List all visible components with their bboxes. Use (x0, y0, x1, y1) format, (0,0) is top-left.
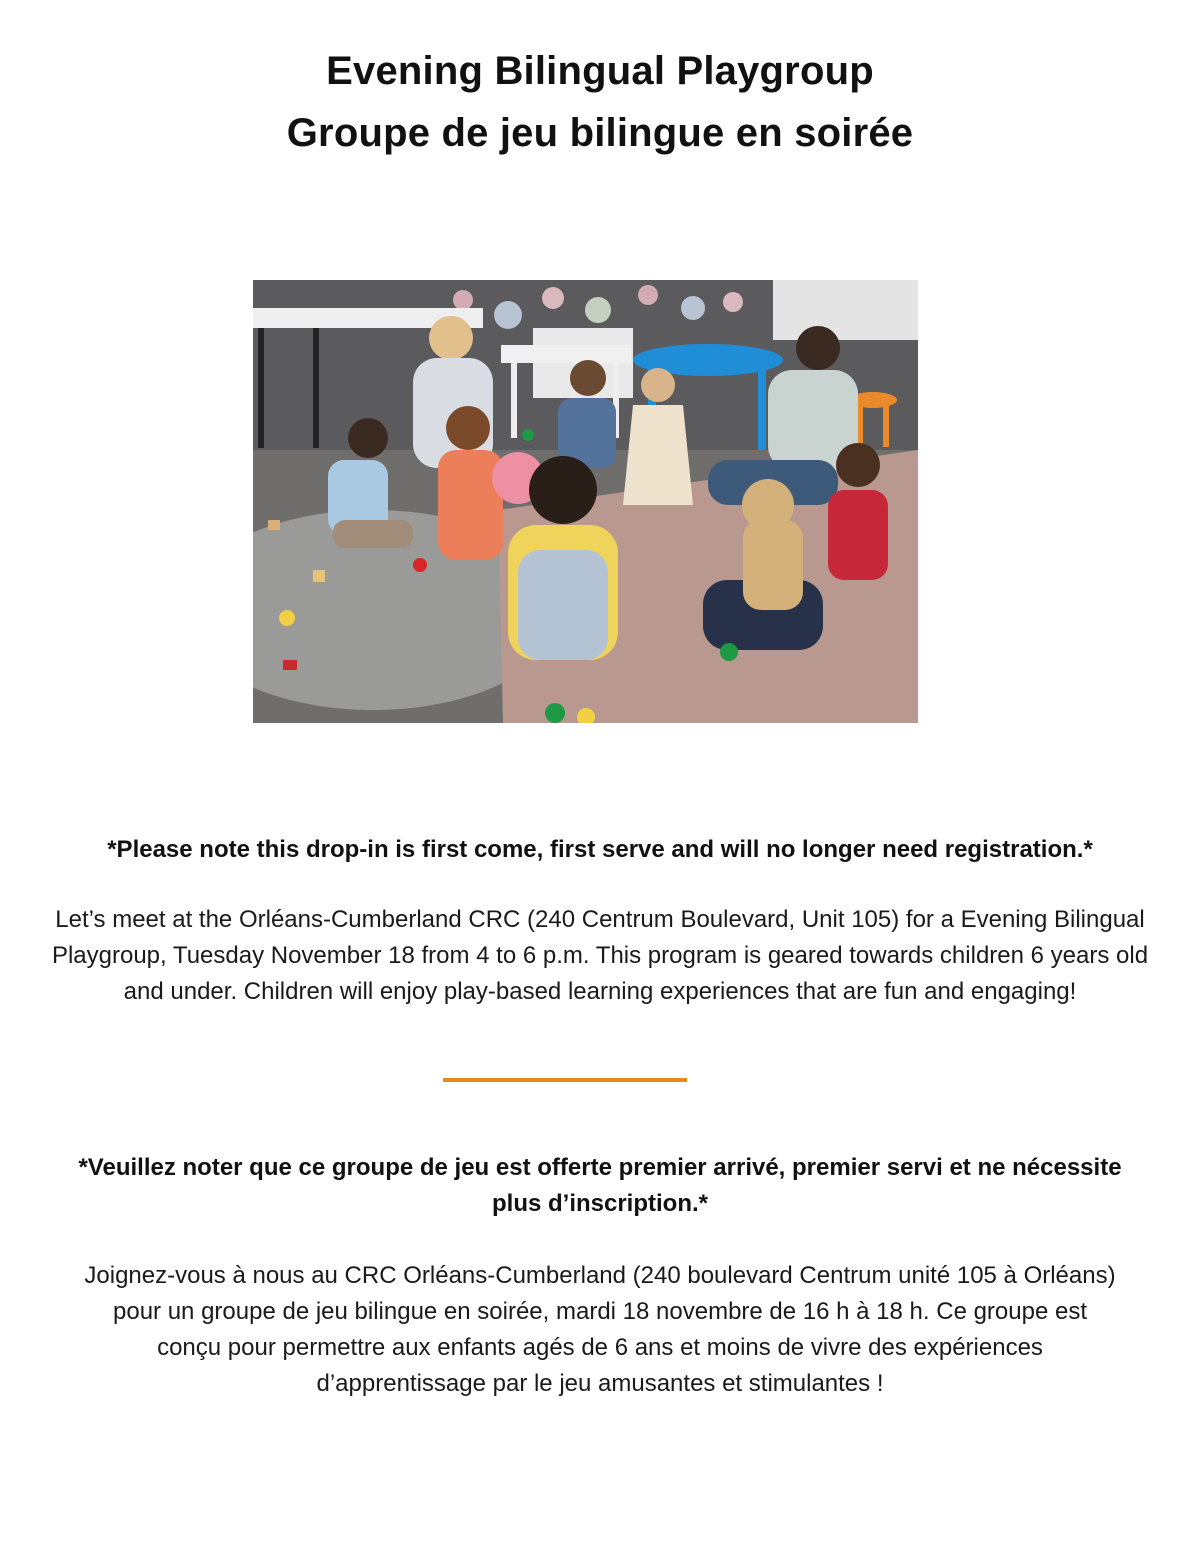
notice-english: *Please note this drop-in is first come, first serve and will no longer need registration.* (107, 836, 1093, 863)
description-french: Joignez-vous à nous au CRC Orléans-Cumberland (240 boulevard Centrum unité 105 à Orléans) pour un groupe de jeu bilingue en soirée, mardi 18 novembre de 16 h à 18 h. Ce groupe est conçu pour permettre aux enfants agés de 6 ans et moins de vivre des expériences d’apprentissage par le jeu amusantes et stimulantes ! (84, 1262, 1116, 1397)
notice-french: *Veuillez noter que ce groupe de jeu est offerte premier arrivé, premier servi et ne nécessite plus d’inscription.* (78, 1154, 1122, 1217)
title-french: Groupe de jeu bilingue en soirée (286, 111, 914, 155)
description-english: Let’s meet at the Orléans-Cumberland CRC (240 Centrum Boulevard, Unit 105) for a Evening Bilingual Playgroup, Tuesday November 18 from 4 to 6 p.m. This program is geared towards children 6 years old and under. Children will enjoy play-based learning experiences that are fun and engaging! (51, 906, 1149, 1005)
title-english: Evening Bilingual Playgroup (326, 49, 874, 93)
photo-illustration (253, 280, 918, 723)
page-title (0, 40, 1200, 164)
playgroup-photo (253, 280, 918, 723)
orange-divider (443, 1078, 687, 1082)
